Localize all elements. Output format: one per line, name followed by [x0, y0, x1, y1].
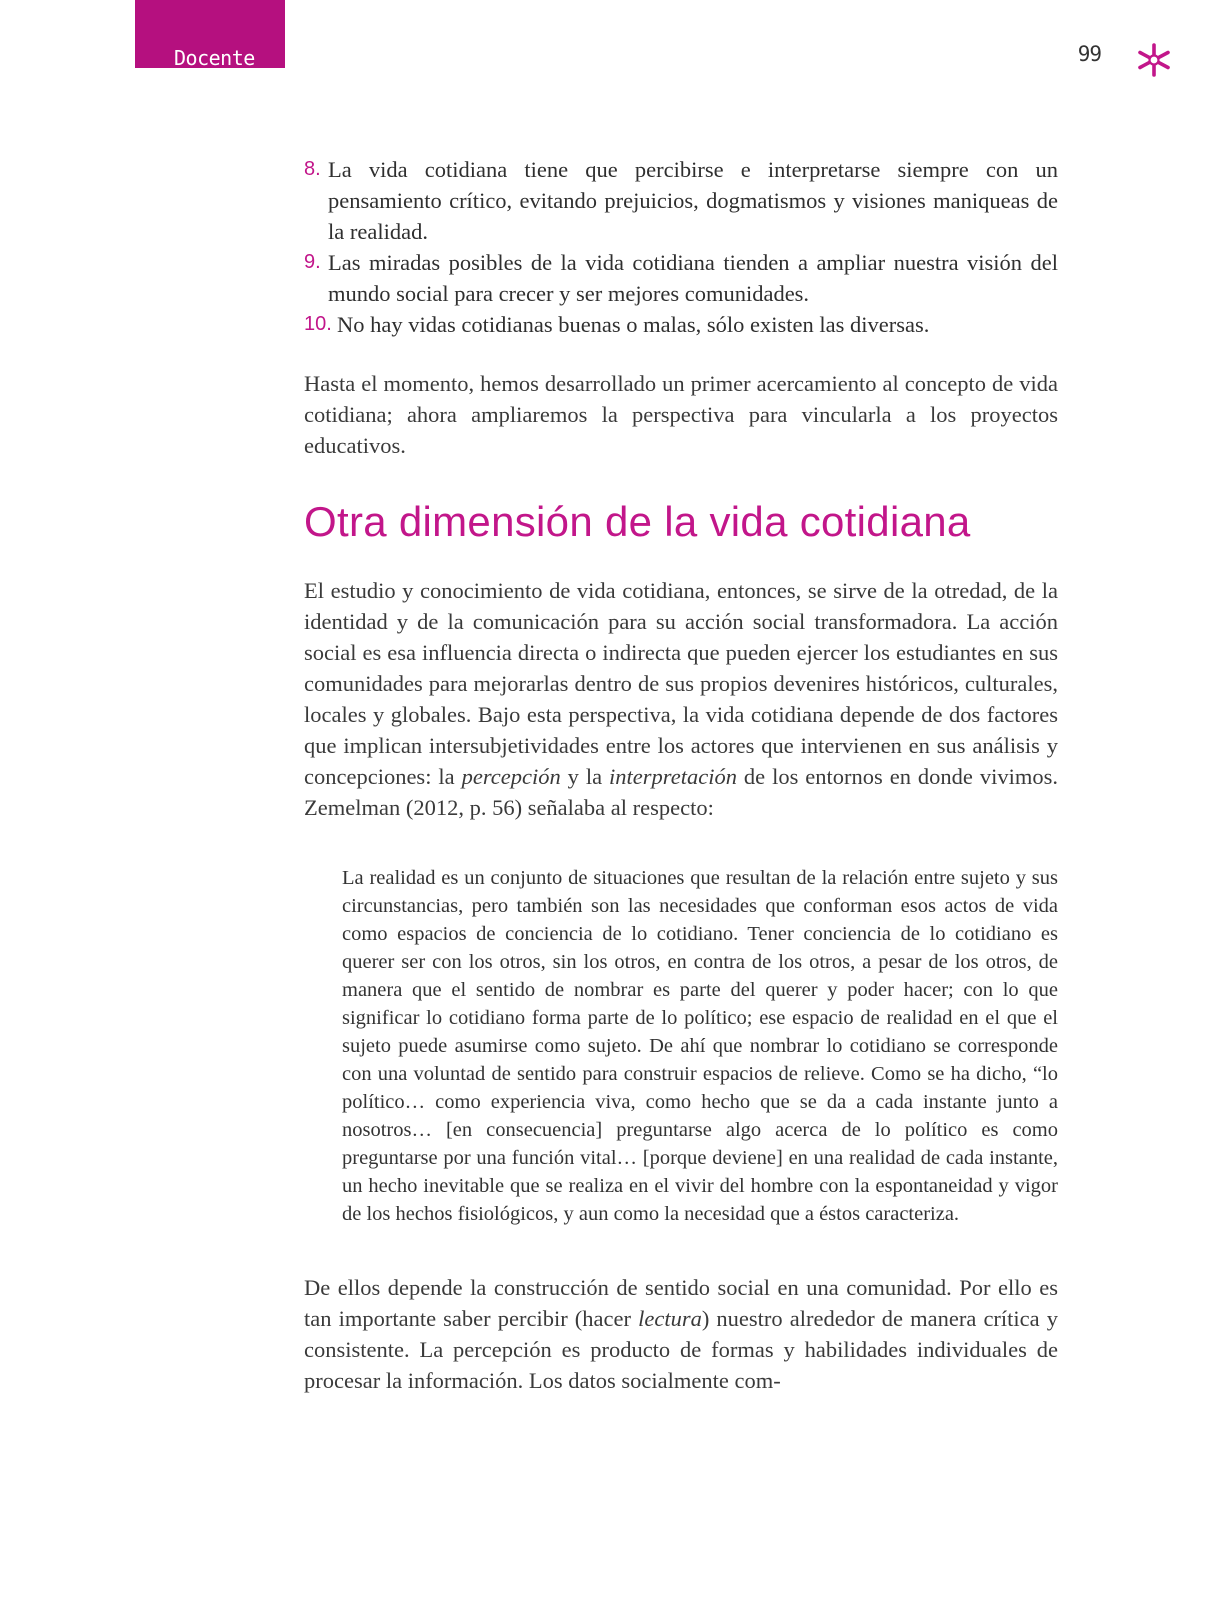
block-quote: La realidad es un conjunto de situaciones que resultan de la relación entre sujeto y sus circunstancias, pero también son las necesidades que conforman esos actos de vida como espacios de conciencia de lo cotidiano. Tener conciencia de lo cotidiano es querer ser con los otros, sin los otros, en contra de los otros, a pesar de los otros, de manera que el sentido de nombrar es parte del querer y poder hacer; con lo que significar lo cotidiano forma parte de lo político; ese espacio de realidad en el que el sujeto puede asumirse como sujeto. De ahí que nombrar lo cotidiano se corresponde con una voluntad de sentido para construir espacios de relieve. Como se ha dicho, “lo político… como experiencia viva, como hecho que se da a cada instante junto a nosotros… [en consecuencia] preguntarse algo acerca de lo político es como preguntarse por una función vital… [porque deviene] en una realidad de cada instante, un hecho inevitable que se realiza en el vivir del hombre con la espontaneidad y vigor de los hechos fisiológicos, y aun como la necesidad que a éstos caracteriza. [342, 867, 1058, 1225]
asterisk-icon [1136, 42, 1172, 78]
body-paragraph [304, 575, 1058, 823]
section-title: Otra dimensión de la vida cotidiana [304, 498, 971, 545]
numbered-list [304, 154, 1058, 340]
list-item-text: La vida cotidiana tiene que percibirse e interpretarse siempre con un pensamiento crítico, evitando prejuicios, dogmatismos y visiones maniqueas de la realidad. [328, 157, 1058, 244]
page-number: 99 [1077, 42, 1101, 66]
section-label: Docente [174, 46, 255, 70]
list-item-text: No hay vidas cotidianas buenas o malas, sólo existen las diversas. [337, 312, 930, 337]
list-number: 9. [304, 251, 321, 273]
closing-text: ) nuestro alrededor de manera crítica y consistente. La percepción es producto de formas y habilidades individuales de procesar la información. Los datos socialmente com- [304, 1306, 1058, 1393]
list-item [304, 154, 1058, 247]
emphasis-reading: lectura [638, 1306, 702, 1331]
list-number: 8. [304, 158, 321, 180]
body-text: de los entornos en donde vivimos. Zemelman (2012, p. 56) señalaba al respecto: [304, 764, 1058, 820]
list-item [304, 309, 1058, 340]
section-tab [135, 0, 285, 68]
closing-text: De ellos depende la construcción de sentido social en una comunidad. Por ello es tan importante saber percibir (hacer [304, 1275, 1058, 1331]
list-item [304, 247, 1058, 309]
closing-paragraph [304, 1272, 1058, 1396]
body-text: y la [560, 764, 610, 789]
list-item-text: Las miradas posibles de la vida cotidiana tienden a ampliar nuestra visión del mundo social para crecer y ser mejores comunidades. [328, 250, 1058, 306]
intro-paragraph: Hasta el momento, hemos desarrollado un primer acercamiento al concepto de vida cotidiana; ahora ampliaremos la perspectiva para vincularla a los proyectos educativos. [304, 371, 1058, 458]
body-text: El estudio y conocimiento de vida cotidiana, entonces, se sirve de la otredad, de la identidad y de la comunicación para su acción social transformadora. La acción social es esa influencia directa o indirecta que pueden ejercer los estudiantes en sus comunidades para mejorarlas dentro de sus propios devenires históricos, culturales, locales y globales. Bajo esta perspectiva, la vida cotidiana depende de dos factores que implican intersubjetividades entre los actores que intervienen en sus análisis y concepciones: la [304, 578, 1058, 789]
list-number: 10. [304, 313, 332, 335]
emphasis-interpretation: interpretación [609, 764, 737, 789]
emphasis-perception: percepción [461, 764, 561, 789]
